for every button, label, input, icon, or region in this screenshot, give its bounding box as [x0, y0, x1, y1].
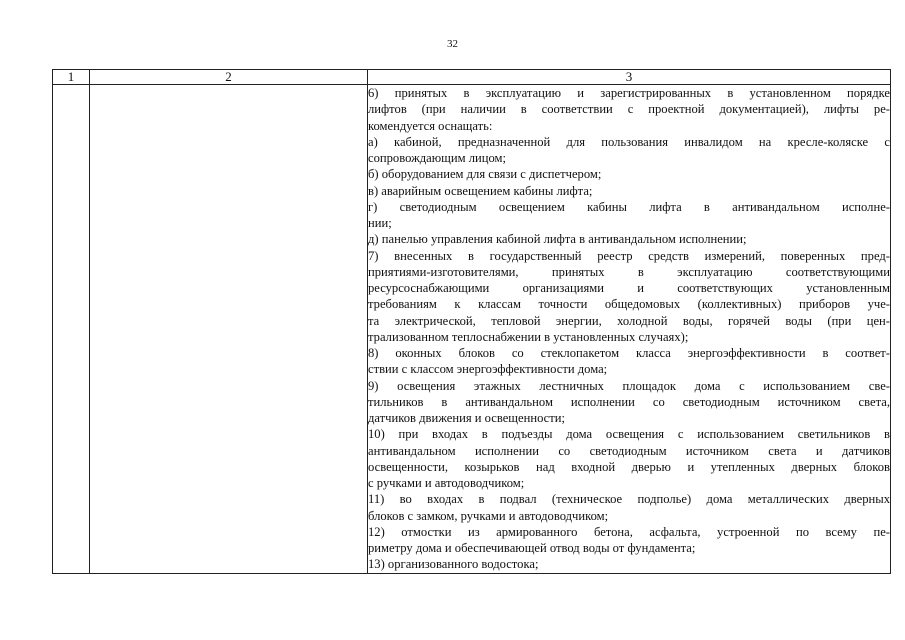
- text-line: трализованном теплоснабжении в установленных случаях);: [368, 329, 689, 344]
- text-line: 11) во входах в подвал (техническое подполье) дома металлических дверных: [368, 492, 890, 507]
- text-line: 7) внесенных в государственный реестр средств измерений, поверенных пред-: [368, 248, 890, 263]
- table-header-row: [53, 70, 891, 85]
- text-line: ствии с классом энергоэффективности дома;: [368, 362, 608, 377]
- column-1-cell: [53, 85, 90, 574]
- text-line: б) оборудованием для связи с диспетчером;: [368, 167, 602, 182]
- text-line: 10) при входах в подъезды дома освещения с использованием светильников в: [368, 427, 890, 442]
- page-number: 32: [447, 38, 458, 50]
- document-table: [52, 69, 891, 574]
- text-line: та электрической, тепловой энергии, холодной воды, горячей воды (при цен-: [368, 313, 890, 328]
- text-line: д) панелью управления кабиной лифта в антивандальном исполнении;: [368, 232, 747, 247]
- text-line: приятиями-изготовителями, принятых в эксплуатацию соответствующими: [368, 264, 890, 279]
- text-line: блоков с замком, ручками и автодоводчиком;: [368, 508, 609, 523]
- column-header-3: 3: [368, 70, 891, 85]
- text-line: 9) освещения этажных лестничных площадок дома с использованием све-: [368, 378, 890, 393]
- text-line: ресурсоснабжающими организациями и соответствующих установленным: [368, 281, 890, 295]
- text-line: датчиков движения и освещенности;: [368, 411, 566, 425]
- text-line: антивандальном исполнении со светодиодным источником света и датчиков: [368, 443, 890, 458]
- text-line: комендуется оснащать:: [368, 118, 493, 133]
- text-line: нии;: [368, 216, 392, 230]
- text-line: с ручками и автодоводчиком;: [368, 476, 525, 490]
- text-line: а) кабиной, предназначенной для пользования инвалидом на кресле-коляске с: [368, 134, 890, 149]
- text-line: лифтов (при наличии в соответствии с проектной документацией), лифты ре-: [368, 102, 890, 117]
- text-line: 12) отмостки из армированного бетона, асфальта, устроенной по всему пе-: [368, 524, 890, 539]
- text-line: в) аварийным освещением кабины лифта;: [368, 183, 593, 198]
- column-3-cell: [368, 85, 891, 574]
- text-line: г) светодиодным освещением кабины лифта в антивандальном исполне-: [368, 199, 890, 214]
- column-header-1: 1: [53, 70, 90, 85]
- column-2-cell: [90, 85, 368, 574]
- table-row: [53, 85, 891, 574]
- text-line: освещенности, козырьков над входной дверью и утепленных дверных блоков: [368, 459, 890, 474]
- column-header-2: 2: [90, 70, 368, 85]
- text-line: сопровождающим лицом;: [368, 151, 507, 165]
- text-line: требованиям к классам точности общедомовых (коллективных) приборов уче-: [368, 297, 890, 312]
- text-line: 13) организованного водостока;: [368, 557, 539, 572]
- text-line: тильников в антивандальном исполнении со светодиодным источником света,: [368, 394, 890, 409]
- text-line: 6) принятых в эксплуатацию и зарегистрированных в установленном порядке: [368, 86, 890, 100]
- text-line: риметру дома и обеспечивающей отвод воды от фундамента;: [368, 541, 696, 555]
- text-line: 8) оконных блоков со стеклопакетом класса энергоэффективности в соответ-: [368, 346, 890, 360]
